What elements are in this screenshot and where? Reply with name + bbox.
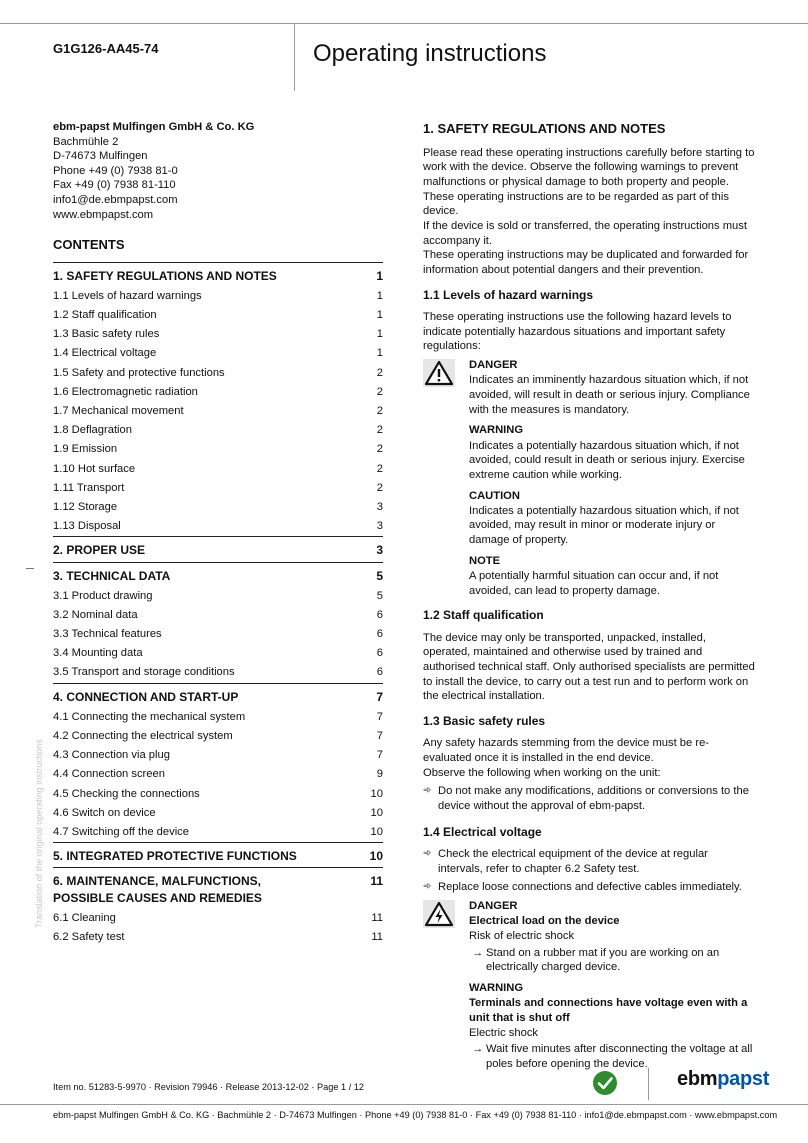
section-1-transfer-note: If the device is sold or transferred, the operating instructions must accompany it. <box>423 220 747 247</box>
toc-section <box>53 683 383 843</box>
toc-item-page: 1 <box>376 309 383 322</box>
toc-item-label: 4.1 Connecting the mechanical system <box>53 710 246 723</box>
toc-item[interactable] <box>53 625 383 644</box>
toc-item-label: 1.11 Transport <box>53 481 125 494</box>
electrical-danger-risk: Risk of electric shock <box>469 929 575 942</box>
toc-item[interactable] <box>53 306 383 325</box>
electrical-danger-action: → Stand on a rubber mat if you are working on an electrically charged device. <box>472 946 720 974</box>
toc-item-page: 3 <box>376 520 383 533</box>
bullet-arrow-icon: ➾ <box>423 785 432 797</box>
company-fax: Fax +49 (0) 7938 81-110 <box>53 179 176 192</box>
electrical-hazard-block <box>423 899 755 1072</box>
toc-section <box>53 562 383 683</box>
toc-item-page: 6 <box>376 647 383 660</box>
toc-item-label: 6.2 Safety test <box>53 930 125 943</box>
toc-item-page: 2 <box>376 424 383 437</box>
header-top-rule <box>0 23 808 24</box>
right-column <box>423 120 755 1072</box>
electrical-warning-risk: Electric shock <box>469 1026 539 1039</box>
toc-item-label: 1.12 Storage <box>53 500 118 513</box>
toc-item-label: 4.6 Switch on device <box>53 806 156 819</box>
toc-item-page: 1 <box>376 328 383 341</box>
toc-item[interactable] <box>53 498 383 517</box>
toc-item-page: 1 <box>376 289 383 302</box>
contents-title: CONTENTS <box>53 237 125 253</box>
bullet-arrow-icon: ➾ <box>423 847 432 859</box>
toc-item[interactable] <box>53 606 383 625</box>
section-1-intro: Please read these operating instructions carefully before starting to work with the device. Observe the following warnings to prevent malfunctions or physical damage to both property and people. <box>423 146 755 188</box>
arrow-right-icon: → <box>472 1043 484 1056</box>
hazard-level-caution-text: Indicates a potentially hazardous situation which, if not avoided, may result in minor or moderate injury or damage of property. <box>469 504 739 547</box>
toc-item-page: 2 <box>376 481 383 494</box>
toc-item-label: 4.5 Checking the connections <box>53 787 200 800</box>
company-email[interactable]: info1@de.ebmpapst.com <box>53 193 178 206</box>
toc-item-page: 2 <box>376 443 383 456</box>
toc-section-heading[interactable] <box>53 537 383 561</box>
toc-item-page: 5 <box>376 589 383 602</box>
toc-item-page: 2 <box>376 385 383 398</box>
toc-section-page: 5 <box>376 568 383 583</box>
toc-item-label: 1.8 Deflagration <box>53 424 132 437</box>
toc-section-page: 3 <box>376 543 383 558</box>
toc-item-page: 6 <box>376 628 383 641</box>
toc-item-label: 1.10 Hot surface <box>53 462 136 475</box>
toc-item[interactable] <box>53 823 383 842</box>
toc-section-page: 11 <box>370 874 383 889</box>
toc-item-label: 3.2 Nominal data <box>53 608 138 621</box>
company-city: D-74673 Mulfingen <box>53 150 148 163</box>
toc-item-label: 1.9 Emission <box>53 443 118 456</box>
toc-item-label: 3.4 Mounting data <box>53 647 143 660</box>
hazard-level-warning-text: Indicates a potentially hazardous situation which, if not avoided, could result in death or serious injury. Exercise extreme caution while working. <box>469 439 745 481</box>
toc-item-page: 10 <box>370 787 383 800</box>
logo-divider <box>648 1068 649 1100</box>
toc-item-label: 1.7 Mechanical movement <box>53 405 184 418</box>
toc-item[interactable] <box>53 644 383 663</box>
hazard-level-note-text: A potentially harmful situation can occur and, if not avoided, can lead to property damage. <box>469 569 719 597</box>
section-1-part-of-device: These operating instructions are to be regarded as part of this device. <box>423 190 729 218</box>
toc-section-title: 2. PROPER USE <box>53 543 146 558</box>
toc-item-page: 10 <box>370 806 383 819</box>
toc-item[interactable] <box>53 383 383 402</box>
toc-section <box>53 867 383 947</box>
section-1-1-text: These operating instructions use the following hazard levels to indicate potentially hazardous situations and important safety regulations: <box>423 311 732 353</box>
toc-item-label: 4.4 Connection screen <box>53 768 165 781</box>
toc-section <box>53 842 383 867</box>
list-item: ➾ Check the electrical equipment of the device at regular intervals, refer to chapter 6.2 Safety test. <box>423 847 708 875</box>
toc-section-heading[interactable] <box>53 563 383 587</box>
toc-item-page: 1 <box>376 347 383 360</box>
toc-section-heading[interactable] <box>53 263 383 287</box>
footer-address: ebm-papst Mulfingen GmbH & Co. KG · Bachmühle 2 · D-74673 Mulfingen · Phone +49 (0) 7938 81-0 · Fax +49 (0) 7938 81-110 · info1@de.ebmpapst.com · www.ebmpapst.com <box>53 1110 778 1120</box>
toc-item[interactable] <box>53 708 383 727</box>
hazard-level-note: NOTE <box>469 554 501 567</box>
toc-item-label: 1.5 Safety and protective functions <box>53 366 225 379</box>
toc-item[interactable] <box>53 663 383 682</box>
toc-item[interactable] <box>53 402 383 421</box>
toc-item-page: 7 <box>376 730 383 743</box>
hazard-level-caution: CAUTION <box>469 489 520 502</box>
section-1-2-text: The device may only be transported, unpacked, installed, operated, maintained and otherwise used by trained and authorised technical staff. Only authorised specialists are permitted to install the device, to carry out a test run and to perform work on the electrical installation. <box>423 631 755 703</box>
toc-item-label: 1.2 Staff qualification <box>53 309 157 322</box>
toc-item-label: 3.1 Product drawing <box>53 589 153 602</box>
toc-section-title: 6. MAINTENANCE, MALFUNCTIONS, POSSIBLE CAUSES AND REMEDIES <box>53 874 262 905</box>
toc-item-label: 4.7 Switching off the device <box>53 825 189 838</box>
toc-section-page: 10 <box>369 849 383 864</box>
toc-item[interactable] <box>53 785 383 804</box>
toc-item-page: 3 <box>376 500 383 513</box>
hazard-level-warning: WARNING <box>469 424 524 437</box>
toc-item-label: 3.5 Transport and storage conditions <box>53 666 235 679</box>
company-web[interactable]: www.ebmpapst.com <box>53 208 154 221</box>
toc-item-page: 11 <box>371 911 383 924</box>
toc-item-label: 1.6 Electromagnetic radiation <box>53 385 198 398</box>
warning-triangle-icon <box>423 358 469 598</box>
left-column <box>53 120 383 947</box>
ebmpapst-logo: ebmpapst <box>677 1068 770 1090</box>
toc-item[interactable] <box>53 364 383 383</box>
toc-item-page: 2 <box>376 405 383 418</box>
footer-item-info: Item no. 51283-5-9970 · Revision 79946 · Release 2013-12-02 · Page 1 / 12 <box>53 1082 365 1092</box>
toc-section <box>53 262 383 537</box>
section-1-duplicate-note: These operating instructions may be duplicated and forwarded for information about potential dangers and their prevention. <box>423 249 749 277</box>
toc-item[interactable] <box>53 287 383 306</box>
company-phone: Phone +49 (0) 7938 81-0 <box>53 164 178 177</box>
green-tech-badge-icon <box>592 1070 618 1101</box>
company-address <box>53 120 383 222</box>
toc-item-page: 2 <box>376 366 383 379</box>
electrical-danger-label: DANGER <box>469 900 518 913</box>
toc-item[interactable] <box>53 909 383 928</box>
toc-item-label: 1.3 Basic safety rules <box>53 328 160 341</box>
toc-item[interactable] <box>53 325 383 344</box>
section-1-1-title: 1.1 Levels of hazard warnings <box>423 287 594 302</box>
toc-item[interactable] <box>53 804 383 823</box>
toc-item-label: 6.1 Cleaning <box>53 911 116 924</box>
toc-item[interactable] <box>53 460 383 479</box>
toc-item[interactable] <box>53 765 383 784</box>
toc-item-label: 1.13 Disposal <box>53 520 121 533</box>
toc-item[interactable] <box>53 344 383 363</box>
toc-item[interactable] <box>53 746 383 765</box>
toc-item-label: 4.2 Connecting the electrical system <box>53 730 233 743</box>
list-item: ➾ Replace loose connections and defective cables immediately. <box>423 880 742 893</box>
toc-item-page: 6 <box>376 608 383 621</box>
side-translation-note: Translation of the original operating instructions <box>34 739 44 928</box>
company-name: ebm-papst Mulfingen GmbH & Co. KG <box>53 121 255 133</box>
header-divider <box>294 23 295 91</box>
toc-section-title: 5. INTEGRATED PROTECTIVE FUNCTIONS <box>53 849 297 864</box>
toc-section-title: 1. SAFETY REGULATIONS AND NOTES <box>53 268 277 283</box>
toc-item-page: 7 <box>376 749 383 762</box>
toc-section-heading[interactable] <box>53 868 383 908</box>
side-margin-mark <box>26 568 34 569</box>
toc-item[interactable] <box>53 440 383 459</box>
toc-section-heading[interactable] <box>53 843 383 867</box>
toc-section-title: 4. CONNECTION AND START-UP <box>53 689 239 704</box>
hazard-level-danger: DANGER <box>469 359 518 372</box>
toc-item[interactable] <box>53 479 383 498</box>
section-1-3-text-2: Observe the following when working on the unit: <box>423 766 661 779</box>
toc-section-page: 7 <box>376 689 383 704</box>
section-1-title: 1. SAFETY REGULATIONS AND NOTES <box>423 121 666 136</box>
document-title: Operating instructions <box>313 40 547 67</box>
toc-item-page: 9 <box>376 768 383 781</box>
section-1-3-bullets <box>423 784 755 814</box>
hazard-level-danger-text: Indicates an imminently hazardous situation which, if not avoided, will result in death or serious injury. Compliance with the measures is mandatory. <box>469 374 750 416</box>
electrical-danger-title: Electrical load on the device <box>469 915 620 928</box>
arrow-right-icon: → <box>472 946 484 959</box>
toc-item-page: 7 <box>376 710 383 723</box>
toc-item-label: 1.1 Levels of hazard warnings <box>53 289 202 302</box>
toc-item[interactable] <box>53 727 383 746</box>
section-1-2-title: 1.2 Staff qualification <box>423 608 544 623</box>
toc-item-label: 1.4 Electrical voltage <box>53 347 157 360</box>
toc-item[interactable] <box>53 587 383 606</box>
toc-section <box>53 536 383 561</box>
section-1-4-bullets <box>423 847 755 895</box>
toc-item-page: 2 <box>376 462 383 475</box>
table-of-contents <box>53 262 383 947</box>
toc-item[interactable] <box>53 928 383 947</box>
model-number: G1G126-AA45-74 <box>53 41 159 56</box>
toc-item[interactable] <box>53 421 383 440</box>
electrical-hazard-icon <box>423 899 469 1072</box>
toc-item-page: 6 <box>376 666 383 679</box>
footer-rule <box>0 1104 808 1105</box>
toc-item-label: 4.3 Connection via plug <box>53 749 170 762</box>
section-1-3-text-1: Any safety hazards stemming from the device must be re-evaluated once it is installed in the end device. <box>423 737 710 764</box>
toc-item[interactable] <box>53 517 383 536</box>
toc-item-page: 11 <box>371 930 383 943</box>
toc-section-title: 3. TECHNICAL DATA <box>53 568 171 583</box>
list-item: ➾ Do not make any modifications, additions or conversions to the device without the approval of ebm-papst. <box>423 785 749 813</box>
electrical-warning-action: → Wait five minutes after disconnecting the voltage at all poles before opening the device. <box>472 1043 753 1070</box>
electrical-warning-label: WARNING <box>469 982 524 994</box>
hazard-levels <box>423 358 755 598</box>
toc-section-heading[interactable] <box>53 684 383 708</box>
section-1-4-title: 1.4 Electrical voltage <box>423 824 542 839</box>
toc-item-page: 10 <box>370 825 383 838</box>
section-1-3-title: 1.3 Basic safety rules <box>423 714 546 729</box>
toc-item-label: 3.3 Technical features <box>53 628 162 641</box>
bullet-arrow-icon: ➾ <box>423 880 432 892</box>
electrical-warning-title: Terminals and connections have voltage even with a unit that is shut off <box>469 997 748 1024</box>
toc-section-page: 1 <box>376 268 383 283</box>
company-street: Bachmühle 2 <box>53 135 119 148</box>
